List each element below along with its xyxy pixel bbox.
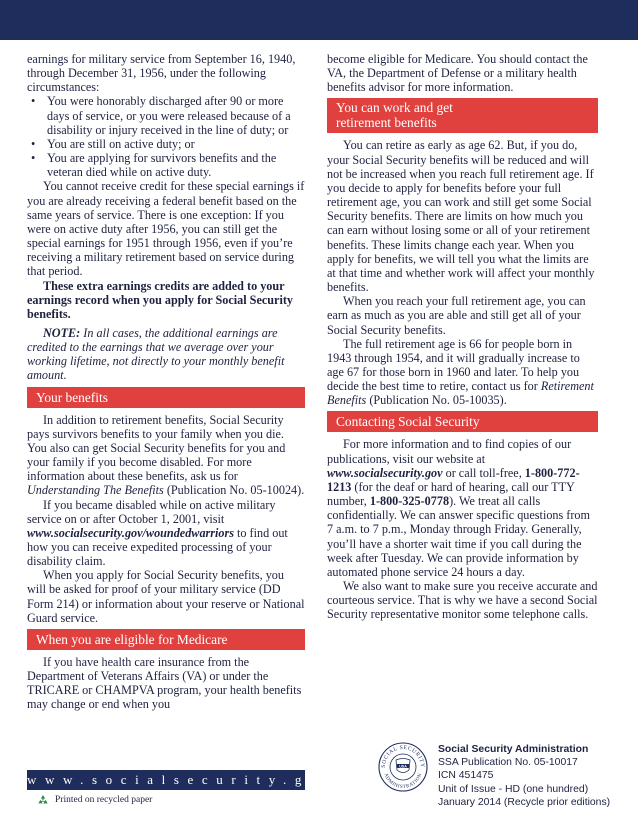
list-item: • You are still on active duty; or [27, 137, 305, 151]
note-paragraph [27, 326, 305, 383]
extra-credits-paragraph: These extra earnings credits are added to your earnings record when you apply for Social Security benefits. [27, 278, 293, 321]
contact-paragraph-2: We also want to make sure you receive accurate and courteous service. That is why we have a second Social Security representative monitor some telephone calls. [327, 579, 598, 622]
contact-paragraph-1 [327, 437, 598, 579]
text-run: If you became disabled while on active military service on or after October 1, 2001, visit [27, 497, 276, 526]
text-run: (for the deaf or hard of hearing, call our TTY number, [327, 479, 575, 509]
publication-info [438, 743, 610, 809]
work-paragraph-2: When you reach your full retirement age, you can earn as much as you are able and still get all of your Social Security benefits. [327, 294, 586, 337]
phone-number[interactable]: 1-800-772-1213 [327, 465, 580, 494]
list-item: • You were honorably discharged after 90 or more days of service, or you were released because of a disability or injury received in the line of duty; or [27, 94, 305, 136]
contact-heading: Contacting Social Security [327, 411, 598, 432]
text-run: ). We treat all calls confidentially. We can answer specific questions from 7 a.m. to 7 p.m., Monday through Friday. Generally, you’ll have a shorter wait time if you call during the week after Tuesday. We can provide information by automated phone service 24 hours a day. [327, 494, 590, 579]
work-heading [327, 98, 598, 133]
list-item: • You are applying for survivors benefits and the veteran died while on active duty. [27, 151, 305, 179]
your-benefits-heading: Your benefits [27, 387, 305, 408]
publication-number: SSA Publication No. 05-10017 [438, 757, 578, 769]
website-url-bar[interactable]: www.socialsecurity.gov [27, 770, 305, 790]
seal-top-text: SOCIAL SECURITY [380, 744, 426, 769]
website-link[interactable]: www.socialsecurity.gov [327, 465, 443, 480]
medicare-paragraph: If you have health care insurance from the Department of Veterans Affairs (VA) or under the TRICARE or CHAMPVA program, your health benefits may change or end when you [27, 654, 302, 712]
text-run: The full retirement age is 66 for people born in 1943 through 1954, and it will gradually increase to age 67 for those born in 1960 and later. To help you decide the best time to retire, contact us for [327, 336, 580, 394]
military-earnings-intro: earnings for military service from September 16, 1940, through December 31, 1956, under the following circumstances: [27, 52, 296, 95]
text-run: For more information and to find copies of our publications, visit our website at [327, 437, 572, 466]
text-run: (Publication No. 05-10024). [163, 483, 305, 498]
left-column [27, 52, 305, 712]
text-run: (Publication No. 05-10035). [366, 393, 507, 408]
medicare-heading: When you are eligible for Medicare [27, 629, 305, 650]
tty-number[interactable]: 1-800-325-0778 [369, 494, 450, 509]
work-heading-line-1: You can work and get [336, 100, 453, 116]
recycle-icon [37, 794, 49, 806]
text-run: In addition to retirement benefits, Social Security pays survivors benefits to your family when you die. You also can get Social Security benefits for you and your family if you become disabled. For more information about these benefits, ask us for [27, 412, 286, 484]
recycled-text: Printed on recycled paper [55, 795, 153, 805]
benefits-paragraph-3: When you apply for Social Security benefits, you will be asked for proof of your military service (DD Form 214) or information about your reserve or National Guard service. [27, 568, 305, 625]
note-text: In all cases, the additional earnings are credited to the earnings that we average over your working lifetime, not directly to your monthly benefit amount. [27, 325, 285, 383]
note-label: NOTE: [43, 325, 81, 340]
unit-of-issue: Unit of Issue - HD (one hundred) [438, 783, 589, 795]
icn-number: ICN 451475 [438, 770, 494, 782]
seal-bottom-text: ADMINISTRATION [382, 772, 424, 791]
work-paragraph-1: You can retire as early as age 62. But, if you do, your Social Security benefits will be reduced and will not be increased when you reach full retirement age. If you decide to apply for benefits before your full retirement age, you can work and still get some Social Security benefits. There are limits on how much you can earn without losing some or all of your retirement benefits. These limits change each year. When you apply for benefits, we will tell you what the limits are at that time and whether work will affect your monthly benefits. [327, 138, 595, 295]
top-banner [0, 0, 638, 40]
wounded-warriors-link[interactable]: www.socialsecurity.gov/woundedwarriors [27, 525, 234, 540]
medicare-continued: become eligible for Medicare. You should contact the VA, the Department of Defense or a military health benefits advisor for more information. [327, 52, 588, 95]
seal-center-text: USA [399, 764, 407, 769]
work-heading-line-2: retirement benefits [336, 115, 437, 131]
credit-exception-paragraph: You cannot receive credit for these special earnings if you are already receiving a federal benefit based on the same years of service. There is one exception: If you were on active duty after 1956, you can still get the special earnings for 1951 through 1956, even if you’re receiving a military retirement based on service during that period. [27, 179, 305, 279]
publication-date: January 2014 (Recycle prior editions) [438, 796, 611, 808]
circumstances-list [27, 94, 305, 179]
ssa-seal-logo [378, 742, 428, 792]
svg-text:ADMINISTRATION [383, 773, 424, 790]
agency-name: Social Security Administration [438, 744, 589, 755]
text-run: to find out how you can receive expedited processing of your disability claim. [27, 525, 288, 569]
right-column [327, 52, 598, 621]
benefits-paragraph-1 [27, 413, 305, 498]
publication-title: Understanding The Benefits [27, 483, 164, 498]
recycled-paper-note [37, 794, 152, 806]
publication-title: Retirement Benefits [327, 379, 594, 408]
benefits-paragraph-2 [27, 498, 305, 569]
work-paragraph-3 [327, 337, 598, 408]
text-run: or call toll-free, [442, 465, 525, 480]
